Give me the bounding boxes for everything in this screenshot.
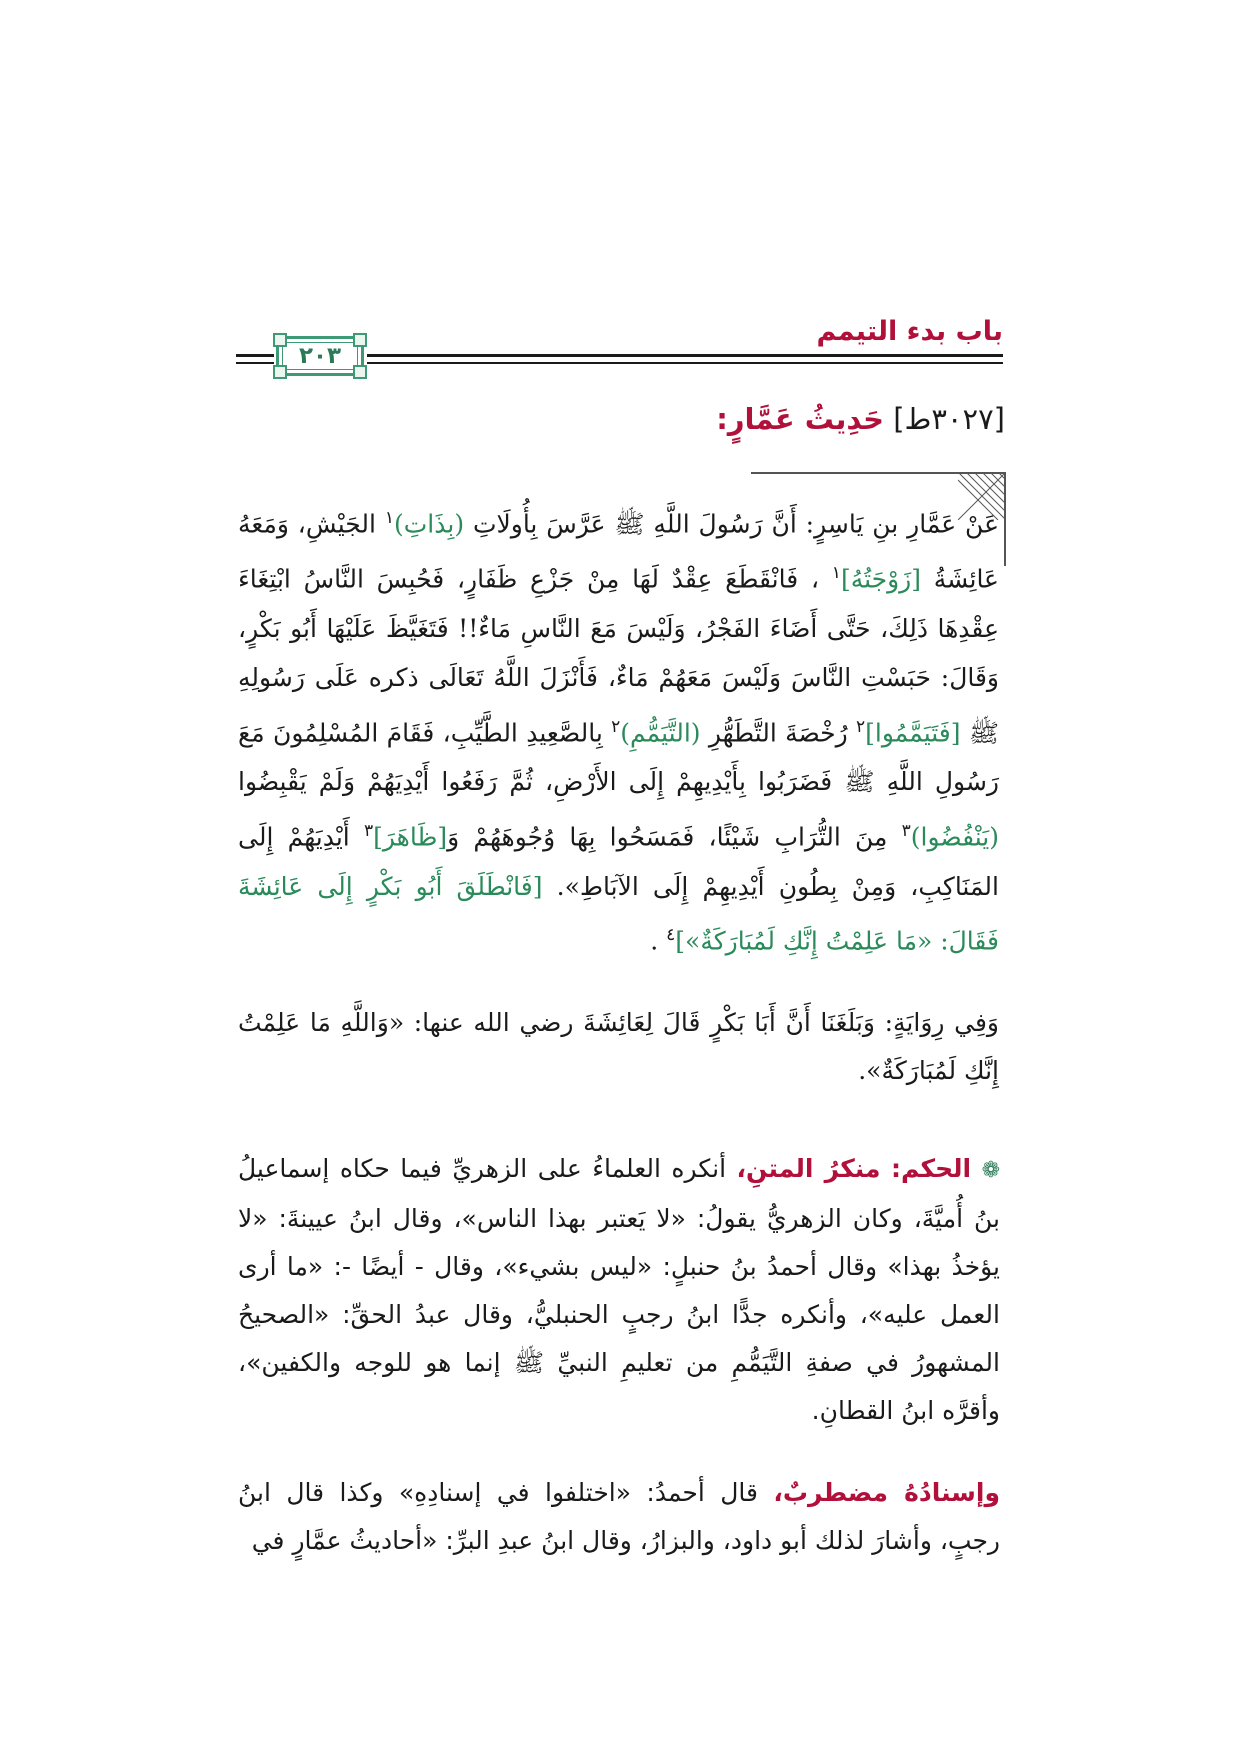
footnote-marker: ١ — [831, 562, 841, 583]
hadith-reference: [٣٠٢٧ط] — [893, 402, 1005, 436]
variant-reading: [زَوْجَتُهُ] — [840, 564, 921, 594]
hadith-segment: مِنَ التُّرَابِ شَيْئًا، فَمَسَحُوا بِهَا وُجُوهَهُمْ وَ — [447, 822, 888, 852]
footnote-marker: ٢ — [611, 716, 621, 737]
hadith-title: حَدِيثُ عَمَّارٍ: — [716, 402, 884, 436]
page-number-badge — [276, 336, 364, 376]
hadith-segment: ، فَانْقَطَعَ عِقْدٌ لَهَا مِنْ جَزْعِ ظَفَارٍ، فَحُبِسَ النَّاسُ ابْتِغَاءَ عِقْدِهَا ذَلِكَ، حَتَّى أَضَاءَ الفَجْرُ، وَلَيْسَ مَعَ النَّاسِ مَاءٌ!! فَتَغَيَّظَ عَلَيْهَا أَبُو بَكْرٍ، وَقَالَ: حَبَسْتِ النَّاسَ وَلَيْسَ مَعَهُمْ مَاءٌ، فَأَنْزَلَ اللَّهُ تَعَالَى ذكره عَلَى رَسُولِهِ ﷺ — [238, 564, 1000, 747]
variant-narration: وَفِي رِوَايَةٍ: وَبَلَغَنَا أَنَّ أَبَا بَكْرٍ قَالَ لِعَائِشَةَ رضي الله عنها: «وَاللَّهِ مَا عَلِمْتُ إِنَّكِ لَمُبَارَكَةٌ». — [238, 1008, 999, 1085]
hadith-segment: أَيْدِيَهُمْ إِلَى المَنَاكِبِ، وَمِنْ بِطُونِ أَيْدِيهِمْ إِلَى الآبَاطِ». — [238, 822, 999, 901]
footnote-marker: ٤ — [666, 925, 676, 946]
isnad-text: قال أحمدُ: «اختلفوا في إسنادِهِ» وكذا قال ابنُ رجبٍ، وأشارَ لذلك أبو داود، والبزارُ، وقال ابنُ عبدِ البرِّ: «أحاديثُ عمَّارٍ في — [238, 1478, 1000, 1555]
hadith-segment: رُخْصَةَ التَّطَهُّرِ — [708, 717, 848, 747]
section-heading — [716, 402, 1005, 436]
variant-reading: [ظَاهَرَ] — [373, 822, 448, 852]
ruling-label: الحكم: — [890, 1154, 972, 1183]
hadith-segment: عَنْ عَمَّارِ بنِ يَاسِرٍ: أَنَّ رَسُولَ اللَّهِ ﷺ عَرَّسَ بِأُولَاتِ — [472, 509, 999, 539]
ruling-text: أنكره العلماءُ على الزهريِّ فيما حكاه إسماعيلُ بنُ أُميَّةَ، وكان الزهريُّ يقولُ: «لا يَعتبر بهذا الناس»، وقال ابنُ عيينةَ: «لا يؤخذُ بهذا» وقال أحمدُ بنُ حنبلٍ: «ليس بشيء»، وقال - أيضًا -: «ما أرى العمل عليه»، وأنكره جدًّا ابنُ رجبٍ الحنبليُّ، وقال عبدُ الحقِّ: «الصحيحُ المشهورُ في صفةِ التَّيَمُّمِ من تعليمِ النبيِّ ﷺ إنما هو للوجه والكفين»، وأقرَّه ابنُ القطانِ. — [238, 1154, 1000, 1425]
ruling-verdict: منكرُ المتنِ، — [736, 1154, 881, 1183]
footnote-marker: ٣ — [901, 820, 911, 841]
header-rule — [236, 354, 274, 357]
ruling-paragraph — [238, 1145, 1000, 1435]
flower-bullet-icon: ❁ — [981, 1158, 1000, 1183]
isnad-label: وإسنادُهُ مضطربٌ، — [773, 1478, 1000, 1507]
header-rule — [367, 362, 1003, 364]
hadith-segment: بِالصَّعِيدِ الطَّيِّبِ، فَقَامَ المُسْلِمُونَ مَعَ رَسُولِ اللَّهِ ﷺ فَضَرَبُوا بِأَيْدِيهِمْ إِلَى الأَرْضِ، ثُمَّ رَفَعُوا أَيْدِيَهُمْ وَلَمْ يَقْبِضُوا — [238, 717, 999, 797]
variant-reading: (يَنْفُضُوا) — [910, 822, 999, 852]
variant-reading: (بِذَاتِ) — [394, 509, 465, 539]
page-number: ٢٠٣ — [298, 343, 342, 369]
isnad-paragraph — [238, 1469, 1000, 1565]
hadith-segment: . — [650, 926, 659, 956]
hadith-text — [238, 494, 999, 966]
variant-reading: (التَّيَمُّمِ) — [620, 717, 701, 747]
hadith-segment: الجَيْشِ، وَمَعَهُ عَائِشَةُ — [238, 509, 999, 594]
footnote-marker: ٢ — [856, 716, 866, 737]
footnote-marker: ٣ — [363, 820, 374, 841]
chapter-title: باب بدء التيمم — [816, 316, 1003, 347]
variant-reading: [فَتَيَمَّمُوا] — [865, 717, 961, 747]
header-rule — [236, 362, 274, 364]
footnote-marker: ١ — [384, 508, 394, 528]
header-rule — [367, 354, 1003, 357]
variant-reading: [فَانْطَلَقَ أَبُو بَكْرٍ إِلَى عَائِشَةَ فَقَالَ: «مَا عَلِمْتُ إِنَّكِ لَمُبَارَكَةٌ»] — [238, 871, 999, 956]
